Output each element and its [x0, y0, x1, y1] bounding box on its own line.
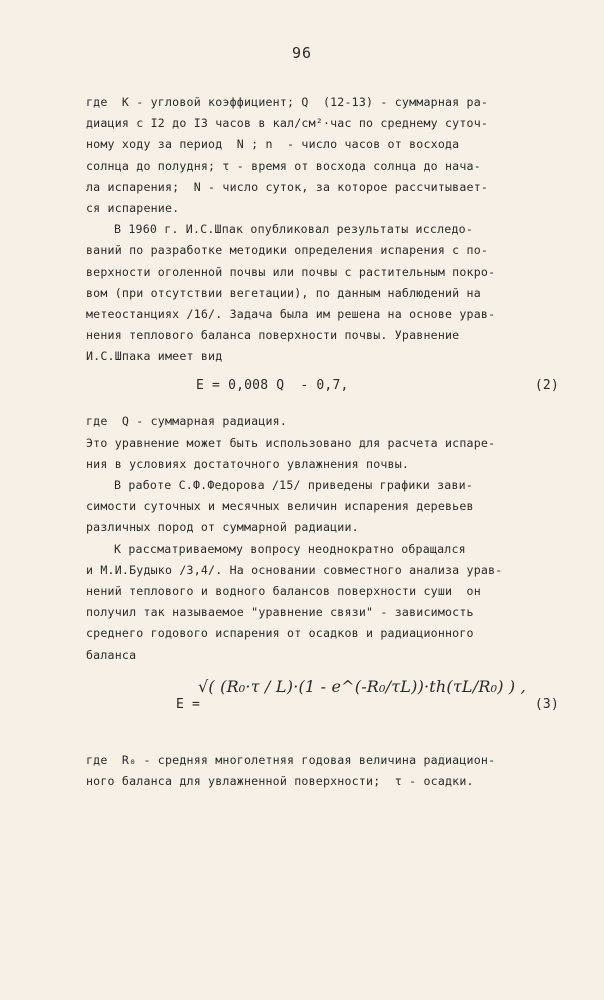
text-line: различных пород от суммарной радиации.: [86, 520, 359, 535]
text-line: вом (при отсутствии вегетации), по данным наблюдений на: [86, 285, 481, 300]
text-line: нения теплового баланса поверхности почвы. Уравнение: [86, 328, 460, 343]
text-line: ного баланса для увлажненной поверхности; τ - осадки.: [86, 773, 474, 788]
text-line: ла испарения; N - число суток, за которое рассчитывает-: [86, 179, 489, 194]
text-line: И.С.Шпака имеет вид: [86, 349, 223, 364]
text-line: верхности оголенной почвы или почвы с растительным покро-: [86, 264, 496, 279]
text-line: В работе С.Ф.Федорова /15/ приведены графики зави-: [114, 478, 474, 492]
text-line: ному ходу за период N ; n - число часов от восхода: [86, 137, 460, 152]
page-body: [86, 92, 571, 792]
text-line: получил так называемое "уравнение связи" - зависимость: [86, 605, 474, 620]
text-line: К рассматриваемому вопросу неоднократно обращался: [114, 541, 466, 556]
text-line: где К - угловой коэффициент; Q (12-13) - суммарная ра-: [86, 95, 489, 109]
text-line: где Q - суммарная радиация.: [86, 414, 288, 429]
text-line: симости суточных и месячных величин испарения деревьев: [86, 499, 474, 514]
text-line: В 1960 г. И.С.Шпак опубликовал результаты исследо-: [114, 222, 474, 237]
equation-2: [86, 371, 571, 401]
paragraph-shpak: [86, 219, 571, 367]
text-line: где R₀ - средняя многолетняя годовая величина радиацион-: [86, 752, 496, 767]
text-line: метеостанциях /16/. Задача была им решена на основе урав-: [86, 306, 496, 321]
text-line: ся испарение.: [86, 200, 180, 215]
text-line: среднего годового испарения от осадков и радиационного: [86, 626, 474, 641]
equation-2-expression: E = 0,008 Q - 0,7,: [196, 378, 349, 394]
text-line: ния в условиях достаточного увлажнения почвы.: [86, 456, 410, 471]
paragraph-budyko: [86, 539, 571, 666]
text-line: Это уравнение может быть использовано для расчета испаре-: [86, 435, 496, 450]
equation-3: [86, 674, 571, 740]
text-line: нений теплового и водного балансов поверхности суши он: [86, 583, 481, 598]
equation-3-formula: √( (R₀·τ / L)·(1 - e^(-R₀/τL))·th(τL/R₀) ) ,: [198, 676, 526, 696]
paragraph-definitions: [86, 92, 571, 219]
text-line: и М.И.Будыко /3,4/. На основании совместного анализа урав-: [86, 562, 503, 577]
text-line: ваний по разработке методики определения испарения с по-: [86, 243, 489, 258]
paragraph-ro-definition: [86, 750, 571, 792]
page-number: 96: [291, 44, 313, 62]
text-line: баланса: [86, 647, 137, 662]
paragraph-radiation: [86, 411, 571, 475]
equation-2-number: (2): [534, 378, 559, 394]
text-line: солнца до полудня; τ - время от восхода солнца до нача-: [86, 158, 481, 173]
equation-3-lhs: E =: [176, 696, 201, 712]
text-line: диация с I2 до I3 часов в кал/см²·час по среднему суточ-: [86, 116, 489, 131]
equation-3-number: (3): [534, 696, 559, 712]
paragraph-fedorov: [86, 475, 571, 539]
